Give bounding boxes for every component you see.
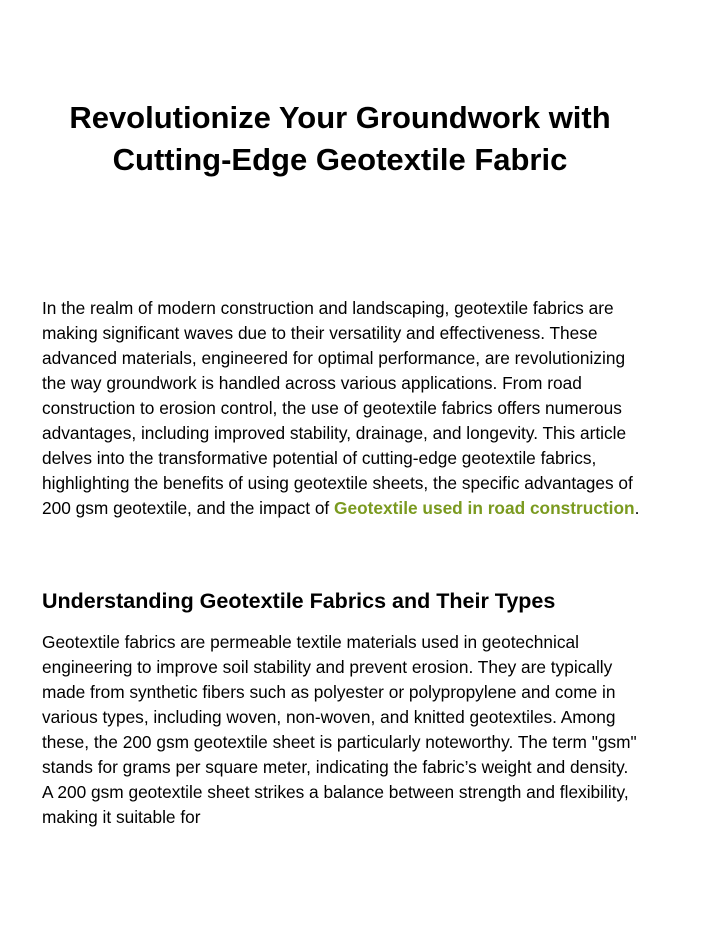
intro-text: In the realm of modern construction and landscaping, geotextile fabrics are making significant waves due to their versatility and effectiveness. These advanced materials, engineered for optimal performance, are revolutionizing the way groundwork is handled across various applications. From road construction to erosion control, the use of geotextile fabrics offers numerous advantages, including improved stability, drainage, and longevity. This article delves into the transformative potential of cutting-edge geotextile fabrics, highlighting the benefits of using geotextile sheets, the specific advantages of 200 gsm geotextile, and the impact of [42, 298, 633, 518]
intro-text-end: . [634, 498, 640, 518]
road-construction-link[interactable]: Geotextile used in road construction [334, 498, 635, 518]
intro-paragraph [42, 296, 642, 521]
section-heading: Understanding Geotextile Fabrics and Their Types [42, 589, 556, 613]
article-title: Revolutionize Your Groundwork with Cutting-Edge Geotextile Fabric [69, 100, 611, 177]
section-paragraph: Geotextile fabrics are permeable textile materials used in geotechnical engineering to improve soil stability and prevent erosion. They are typically made from synthetic fibers such as polyester or polypropylene and come in various types, including woven, non-woven, and knitted geotextiles. Among these, the 200 gsm geotextile sheet is particularly noteworthy. The term "gsm" stands for grams per square meter, indicating the fabric’s weight and density. A 200 gsm geotextile sheet strikes a balance between strength and flexibility, making it suitable for [42, 632, 637, 827]
